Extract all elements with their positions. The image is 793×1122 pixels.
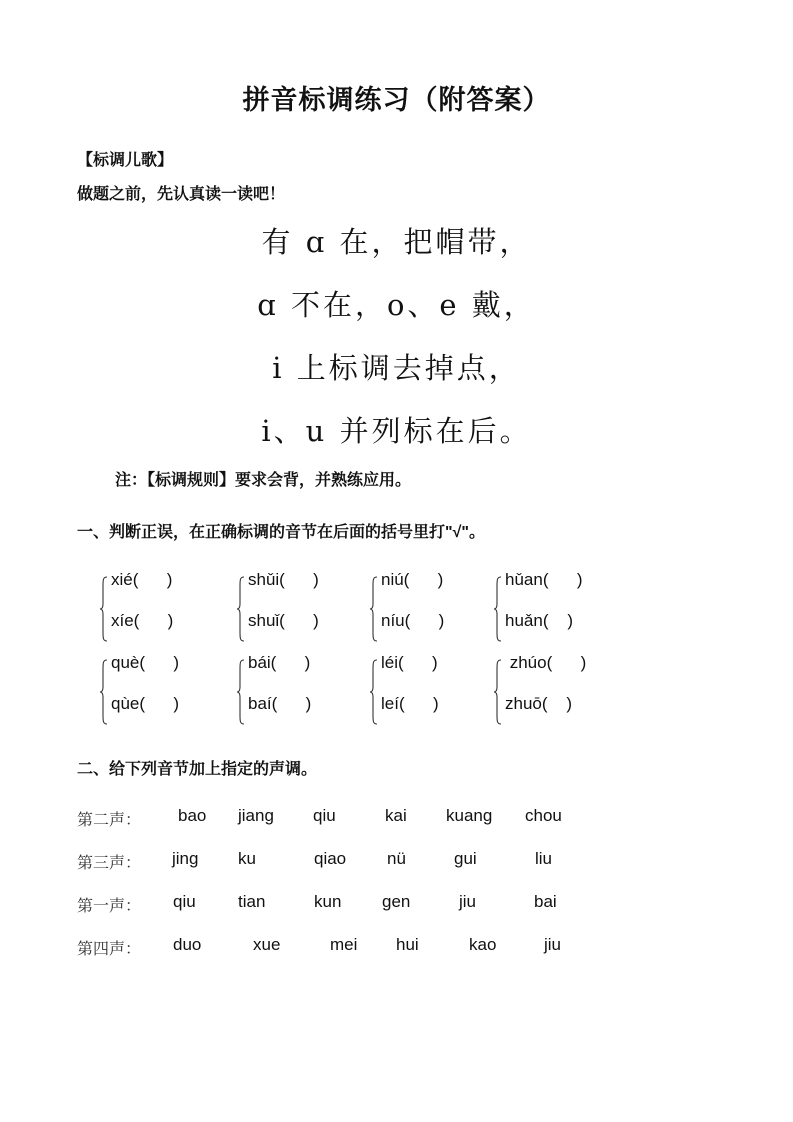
option-text[interactable]: xié( ) (111, 570, 173, 589)
syllable: jiu (544, 935, 562, 954)
option-text[interactable]: què( ) (111, 653, 180, 672)
syllable: bai (534, 892, 557, 911)
option-text[interactable]: huǎn( ) (505, 611, 574, 630)
syllable: nü (387, 849, 406, 868)
poem-line-4: i、u 并列标在后。 (261, 414, 532, 448)
syllable: liu (535, 849, 553, 868)
syllable: mei (330, 935, 358, 954)
syllable: kao (469, 935, 497, 954)
judge-pair (104, 653, 214, 733)
option-text[interactable]: baí( ) (248, 694, 312, 713)
section2-heading: 二、给下列音节加上指定的声调。 (77, 761, 318, 778)
syllable: tian (238, 892, 266, 911)
brace-icon (237, 659, 245, 725)
brace-icon (370, 576, 378, 642)
syllable: gen (382, 892, 411, 911)
brace-icon (370, 659, 378, 725)
syllable: xue (253, 935, 281, 954)
rules-note: 注：【标调规则】要求会背，并熟练应用。 (115, 472, 412, 489)
option-text[interactable]: léi( ) (381, 653, 438, 672)
judge-pair (498, 653, 608, 733)
judge-pair (374, 653, 484, 733)
option-text[interactable]: xíe( ) (111, 611, 174, 630)
syllable: gui (454, 849, 477, 868)
tone-label: 第一声： (77, 896, 142, 915)
syllable: bao (178, 806, 207, 825)
syllable: kai (385, 806, 407, 825)
option-text[interactable]: hǔan( ) (505, 570, 583, 589)
option-text[interactable]: shǔi( ) (248, 570, 319, 589)
section1-heading: 一、判断正误，在正确标调的音节在后面的括号里打"√"。 (77, 524, 485, 541)
syllable: qiu (313, 806, 336, 825)
judge-pair (104, 570, 214, 650)
judge-pair (241, 653, 351, 733)
syllable: kuang (446, 806, 493, 825)
option-text[interactable]: níu( ) (381, 611, 445, 630)
rhyme-heading: 【标调儿歌】 (77, 152, 174, 169)
syllable: hui (396, 935, 419, 954)
tone-label: 第二声： (77, 810, 142, 829)
syllable: duo (173, 935, 202, 954)
tone-label: 第三声： (77, 853, 142, 872)
syllable: jiang (238, 806, 274, 825)
brace-icon (100, 576, 108, 642)
brace-icon (100, 659, 108, 725)
syllable: jiu (459, 892, 477, 911)
page-title: 拼音标调练习（附答案） (242, 85, 551, 115)
option-text[interactable]: niú( ) (381, 570, 444, 589)
brace-icon (494, 576, 502, 642)
syllable: qiu (173, 892, 196, 911)
syllable: jing (172, 849, 199, 868)
option-text[interactable]: zhuō( ) (505, 694, 573, 713)
syllable: kun (314, 892, 342, 911)
syllable: chou (525, 806, 562, 825)
brace-icon (237, 576, 245, 642)
option-text[interactable]: shuǐ( ) (248, 611, 319, 630)
option-text[interactable]: qùe( ) (111, 694, 180, 713)
option-text[interactable]: zhúo( ) (505, 653, 587, 672)
poem-line-1: 有 ɑ 在，把帽带， (261, 225, 532, 259)
syllable: qiao (314, 849, 347, 868)
judge-pair (241, 570, 351, 650)
poem-line-2: ɑ 不在，o、e 戴， (257, 288, 536, 322)
syllable: ku (238, 849, 256, 868)
judge-pair (498, 570, 608, 650)
tone-label: 第四声： (77, 939, 142, 958)
option-text[interactable]: bái( ) (248, 653, 311, 672)
intro-text: 做题之前，先认真读一读吧！ (77, 186, 286, 203)
judge-pair (374, 570, 484, 650)
brace-icon (494, 659, 502, 725)
option-text[interactable]: leí( ) (381, 694, 439, 713)
poem-line-3: i 上标调去掉点， (272, 351, 521, 385)
